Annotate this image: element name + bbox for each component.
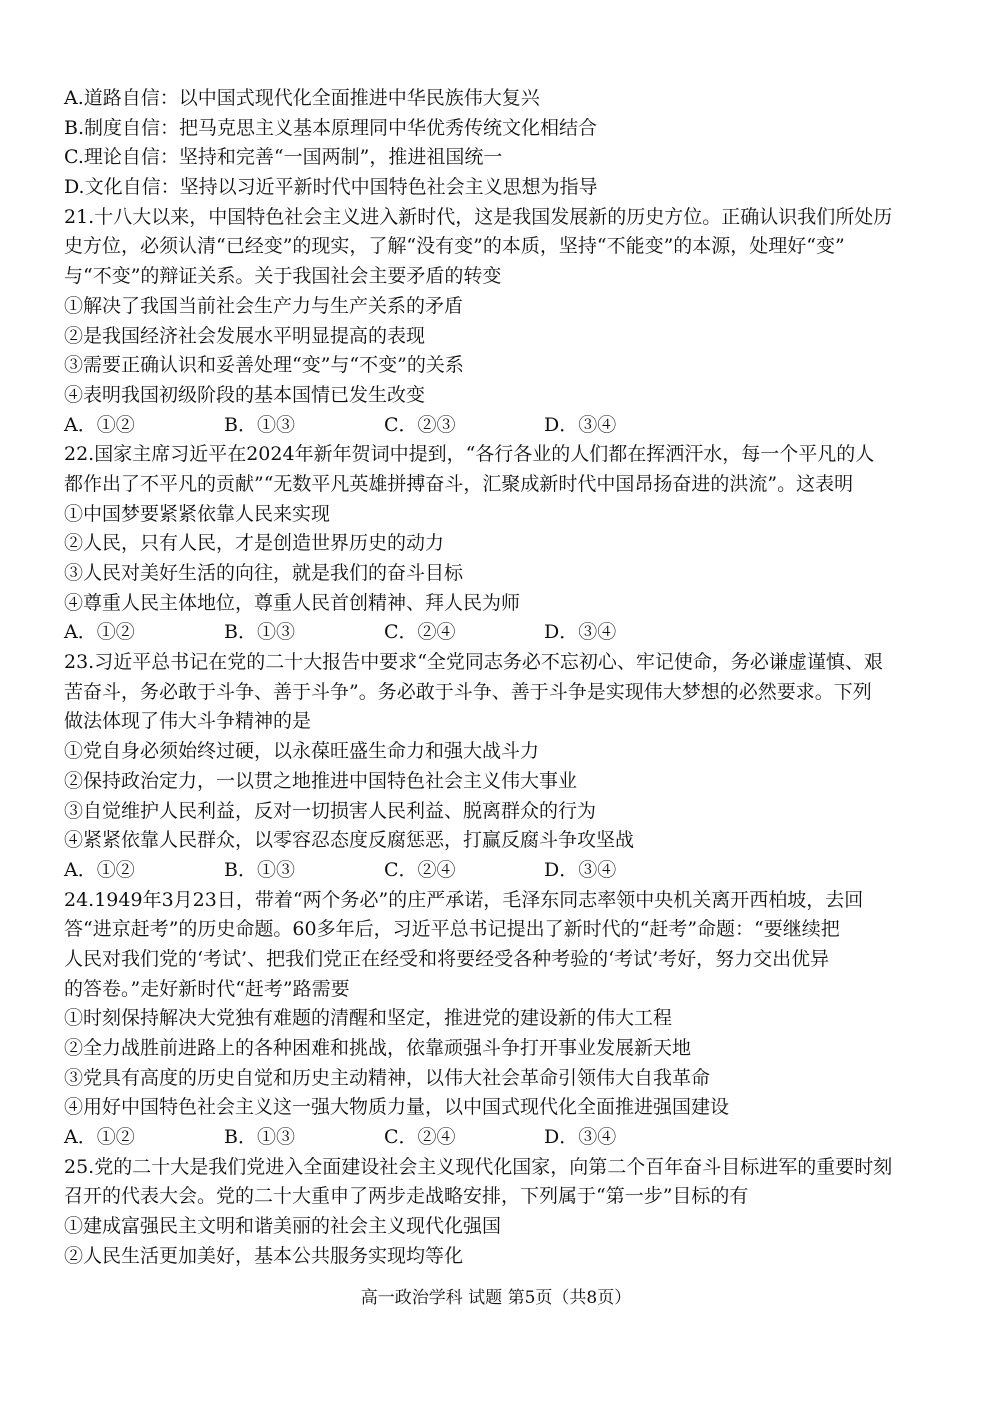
statement-item: ②人民，只有人民，才是创造世界历史的动力 (64, 532, 445, 555)
choice-d: D．③④ (544, 413, 617, 436)
statement-item: ①中国梦要紧紧依靠人民来实现 (64, 502, 331, 525)
question-stem-line: 与“不变”的辩证关系。关于我国社会主要矛盾的转变 (64, 265, 502, 288)
choice-d: D．③④ (544, 858, 617, 881)
question-stem-line: 史方位，必须认清“已经变”的现实，了解“没有变”的本质，坚持“不能变”的本源，处理好“变” (64, 235, 845, 258)
question-22 (64, 440, 930, 648)
statement-item: ④尊重人民主体地位，尊重人民首创精神、拜人民为师 (64, 591, 521, 614)
statement-item: ②全力战胜前进路上的各种困难和挑战，依靠顽强斗争打开事业发展新天地 (64, 1037, 692, 1059)
choice-a: A．①② (64, 858, 135, 881)
choice-d: D．③④ (544, 621, 617, 644)
question-23 (64, 648, 930, 886)
question-stem-line: 都作出了不平凡的贡献”“无数平凡英雄拼搏奋斗，汇聚成新时代中国昂扬奋进的洪流”。这表明 (64, 472, 854, 495)
answer-choices (64, 856, 930, 886)
question-stem-line: 苦奋斗，务必敢于斗争、善于斗争”。务必敢于斗争、善于斗争是实现伟大梦想的必然要求。下列 (64, 680, 872, 703)
question-stem-line: 的答卷。”走好新时代“赶考”路需要 (64, 977, 350, 1000)
statement-item: ③自觉维护人民利益，反对一切损害人民利益、脱离群众的行为 (64, 799, 597, 822)
choice-b: B．①③ (224, 858, 295, 881)
question-25 (64, 1153, 930, 1272)
statement-item: ③需要正确认识和妥善处理“变”与“不变”的关系 (64, 354, 464, 377)
answer-choices (64, 411, 930, 441)
statement-item: ①党自身必须始终过硬，以永葆旺盛生命力和强大战斗力 (64, 740, 540, 763)
question-21 (64, 203, 930, 441)
statement-item: ①时刻保持解决大党独有难题的清醒和坚定，推进党的建设新的伟大工程 (64, 1007, 673, 1030)
answer-choices (64, 618, 930, 648)
statement-item: ②保持政治定力，一以贯之地推进中国特色社会主义伟大事业 (64, 769, 578, 792)
question-stem-line: 22.国家主席习近平在2024年新年贺词中提到，“各行各业的人们都在挥洒汗水，每一个平凡的人 (64, 443, 875, 466)
q20-option-d: D.文化自信：坚持以习近平新时代中国特色社会主义思想为指导 (64, 176, 598, 199)
statement-item: ②人民生活更加美好，基本公共服务实现均等化 (64, 1244, 464, 1267)
choice-a: A．①② (64, 413, 135, 436)
q20-option-b: B.制度自信：把马克思主义基本原理同中华优秀传统文化相结合 (64, 116, 598, 139)
exam-page (64, 84, 930, 1272)
q20-options (64, 84, 930, 203)
page-footer: 高一政治学科 试题 第5页（共8页） (360, 1288, 632, 1308)
choice-b: B．①③ (224, 1126, 295, 1149)
choice-c: C．②④ (384, 858, 456, 881)
choice-c: C．②④ (384, 1126, 456, 1149)
question-stem-line: 23.习近平总书记在党的二十大报告中要求“全党同志务必不忘初心、牢记使命，务必谦虚谨慎、艰 (64, 651, 883, 674)
question-24 (64, 886, 930, 1153)
statement-item: ①建成富强民主文明和谐美丽的社会主义现代化强国 (64, 1215, 502, 1238)
choice-b: B．①③ (224, 621, 295, 644)
question-stem-line: 召开的代表大会。党的二十大重申了两步走战略安排，下列属于“第一步”目标的有 (64, 1185, 749, 1208)
choice-c: C．②③ (384, 413, 456, 436)
question-stem-line: 做法体现了伟大斗争精神的是 (64, 710, 312, 733)
question-stem-line: 21.十八大以来，中国特色社会主义进入新时代，这是我国发展新的历史方位。正确认识我们所处历 (64, 205, 893, 228)
question-stem-line: 25.党的二十大是我们党进入全面建设社会主义现代化国家，向第二个百年奋斗目标进军的重要时刻 (64, 1155, 893, 1178)
statement-item: ④用好中国特色社会主义这一强大物质力量，以中国式现代化全面推进强国建设 (64, 1096, 730, 1119)
statement-item: ④表明我国初级阶段的基本国情已发生改变 (64, 383, 426, 406)
question-stem-line: 人民对我们党的‘考试’、把我们党正在经受和将要经受各种考验的‘考试’考好，努力交出优异 (64, 947, 830, 970)
statement-item: ①解决了我国当前社会生产力与生产关系的矛盾 (64, 294, 464, 317)
choice-a: A．①② (64, 621, 135, 644)
choice-b: B．①③ (224, 413, 295, 436)
choice-d: D．③④ (544, 1126, 617, 1149)
q20-option-a: A.道路自信：以中国式现代化全面推进中华民族伟大复兴 (64, 87, 540, 109)
statement-item: ④紧紧依靠人民群众，以零容忍态度反腐惩恶，打赢反腐斗争攻坚战 (64, 829, 635, 852)
choice-c: C．②④ (384, 621, 456, 644)
answer-choices (64, 1123, 930, 1153)
statement-item: ③人民对美好生活的向往，就是我们的奋斗目标 (64, 562, 464, 584)
q20-option-c: C.理论自信：坚持和完善“一国两制”，推进祖国统一 (64, 146, 503, 169)
statement-item: ③党具有高度的历史自觉和历史主动精神，以伟大社会革命引领伟大自我革命 (64, 1066, 711, 1089)
choice-a: A．①② (64, 1126, 135, 1149)
question-stem-line: 答“进京赶考”的历史命题。60多年后，习近平总书记提出了新时代的“赶考”命题：“要继续把 (64, 918, 840, 941)
statement-item: ②是我国经济社会发展水平明显提高的表现 (64, 324, 426, 347)
question-stem-line: 24.1949年3月23日，带着“两个务必”的庄严承诺，毛泽东同志率领中央机关离开西柏坡，去回 (64, 888, 864, 911)
